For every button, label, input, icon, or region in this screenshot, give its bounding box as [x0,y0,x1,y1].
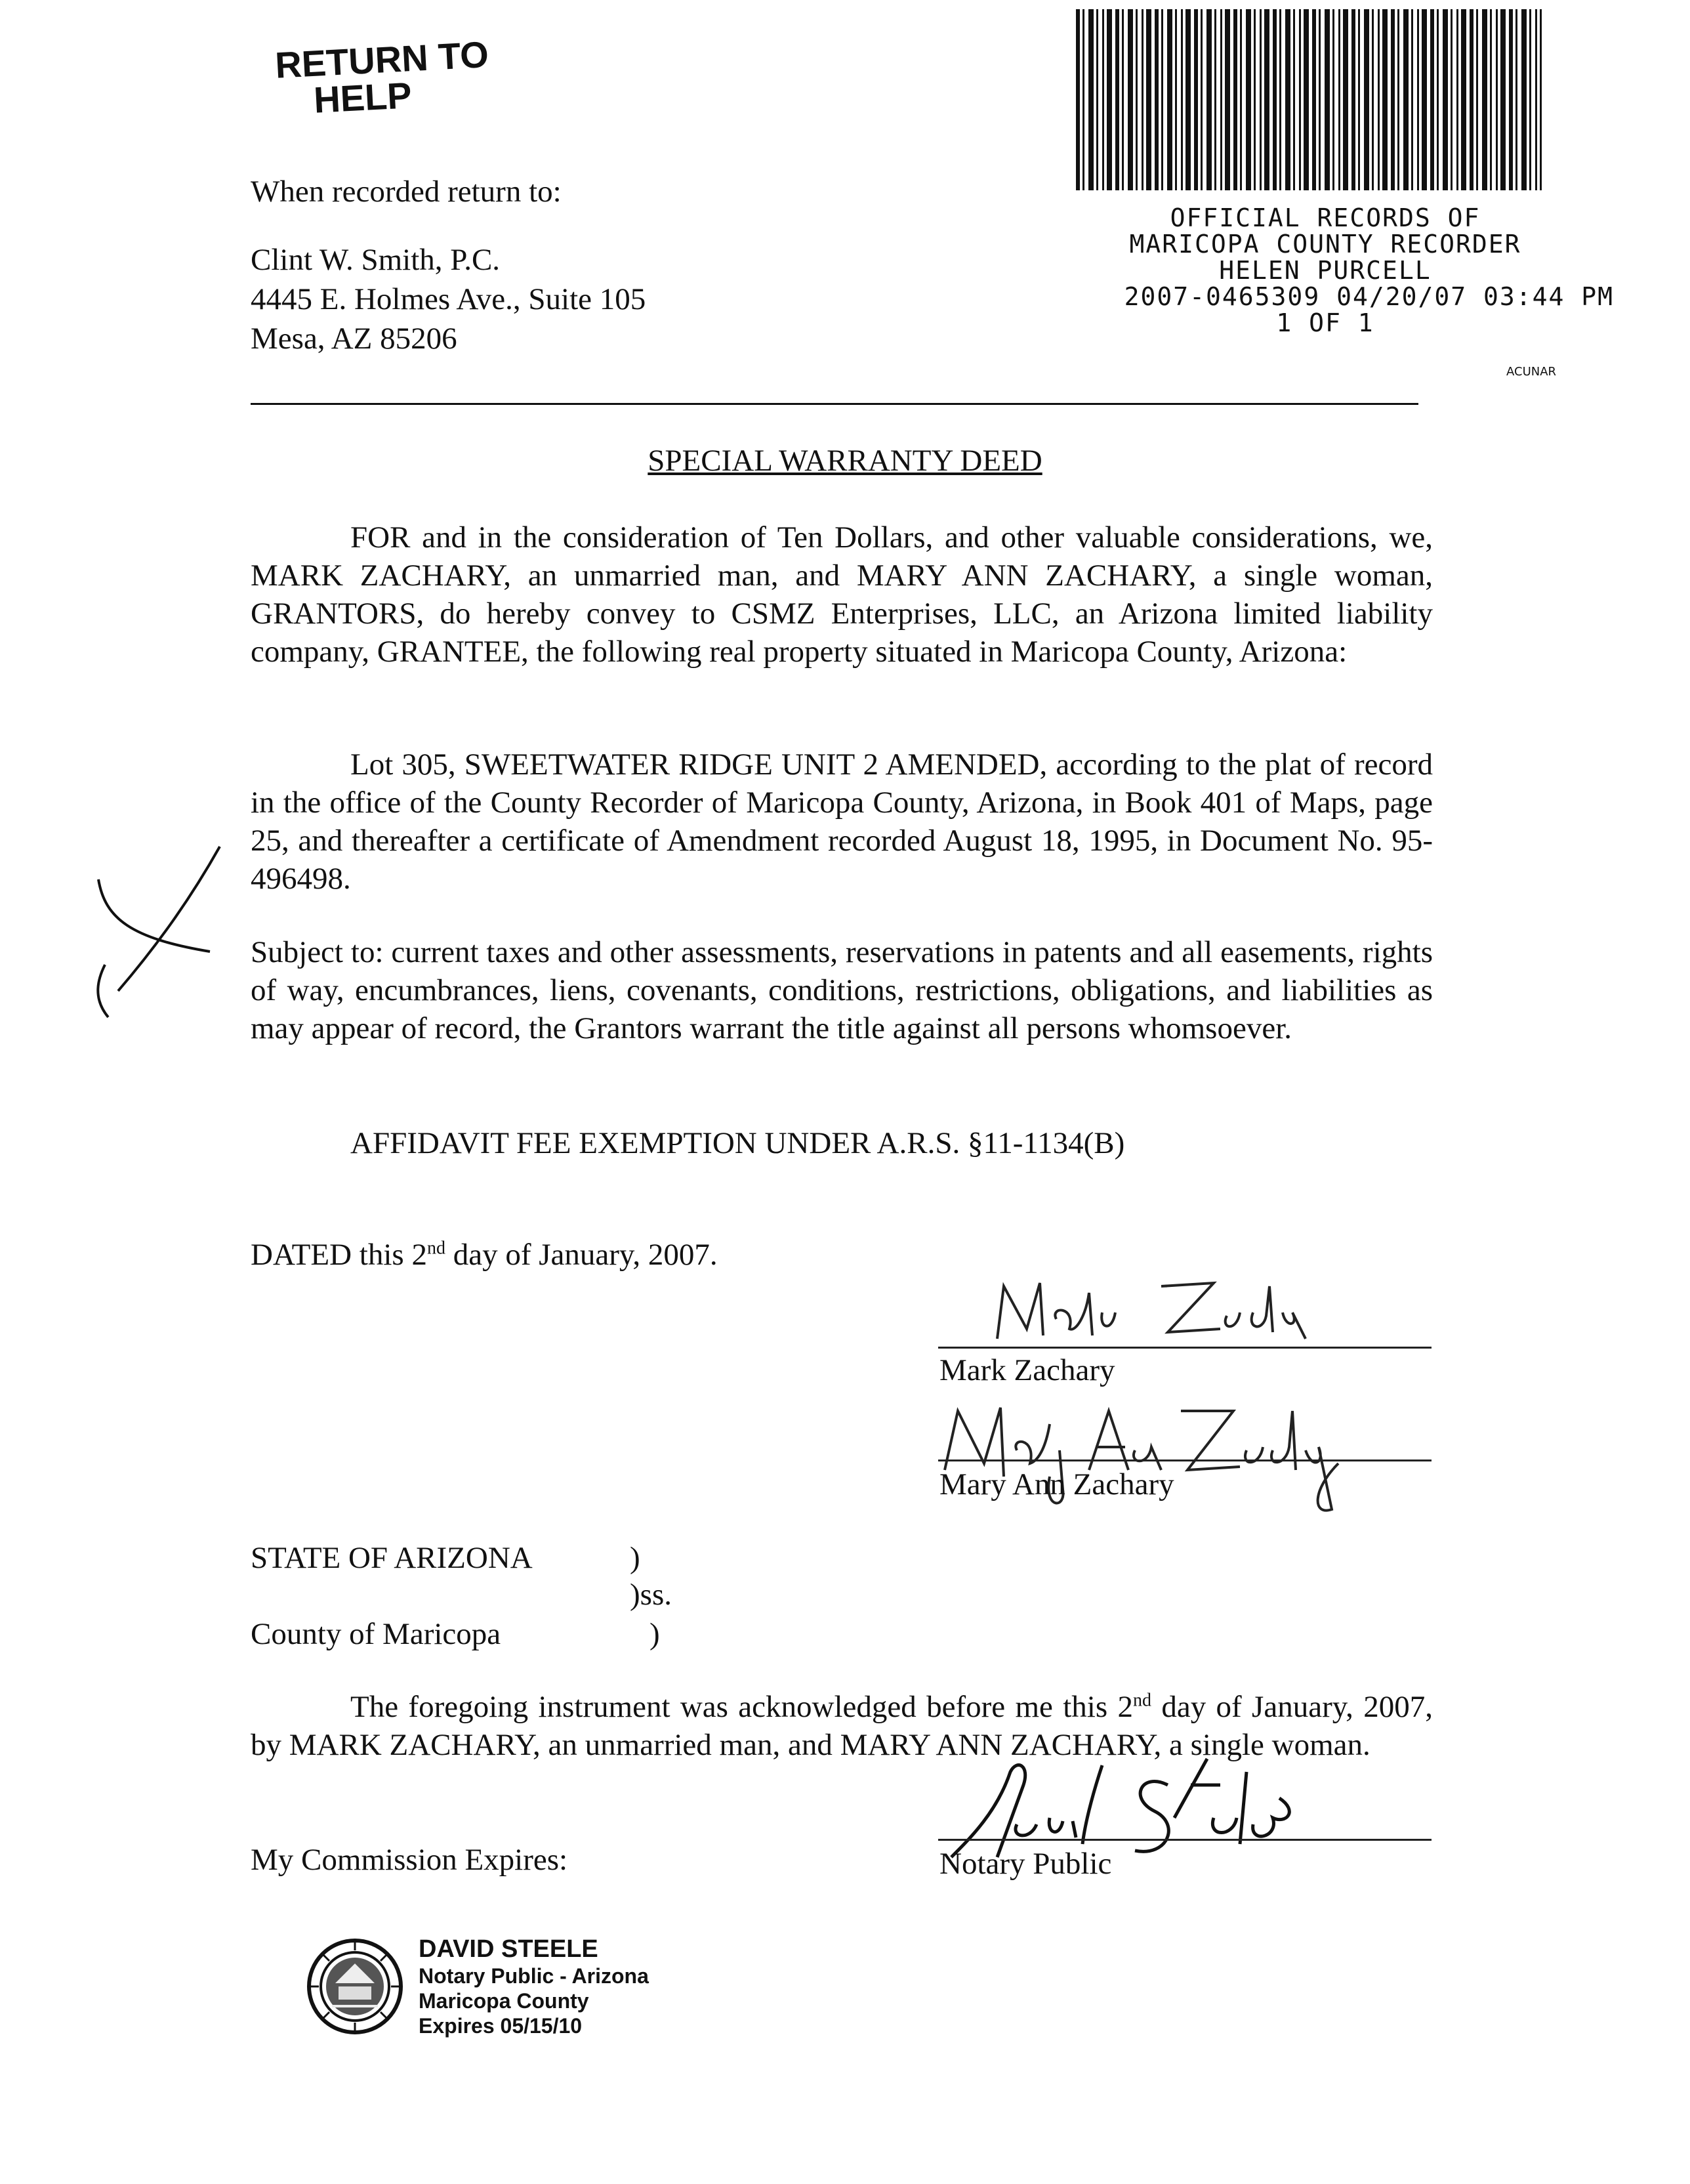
signer-2-name: Mary Ann Zachary [939,1467,1174,1502]
barcode [1076,9,1542,190]
recorder-line-2: MARICOPA COUNTY RECORDER [1129,230,1521,259]
dated-line [251,1235,718,1274]
conveyance-paragraph [251,518,1433,671]
arizona-state-seal-icon [306,1937,404,2036]
return-heading: When recorded return to: [251,175,562,209]
stamp-line-1: RETURN TO [274,33,490,86]
return-block [251,172,646,358]
recorder-clerk: ACUNAR [1506,365,1557,379]
venue-paren-1: ) [630,1541,640,1575]
seal-line-3: Maricopa County [419,1989,589,2013]
subject-to-paragraph [251,933,1433,1047]
legal-text: Lot 305, SWEETWATER RIDGE UNIT 2 AMENDED, according to the plat of record in the office of the County Recorder of Maricopa County, Arizona, in Book 401 of Maps, page 25, and thereafter a certificate of Amendment recorded August 18, 1995, in Document No. 95-496498. [251,747,1433,896]
ack-suffix: day of January, 2007, by MARK ZACHARY, an unmarried man, and MARY ANN ZACHARY, a single woman. [251,1690,1433,1762]
subject-text: Subject to: current taxes and other assessments, reservations in patents and all easements, rights of way, encumbrances, liens, covenants, conditions, restrictions, obligations, and liabilities as may appear of record, the Grantors warrant the title against all persons whomsoever. [251,935,1433,1045]
venue-ss: )ss. [630,1578,672,1612]
ack-prefix: The foregoing instrument was acknowledged before me this 2 [350,1690,1133,1724]
dated-suffix: day of January, 2007. [445,1238,718,1272]
recorder-line-4: 2007-0465309 04/20/07 03:44 PM [1124,282,1614,311]
mark-zachary-signature [978,1267,1345,1358]
ack-sup: nd [1133,1690,1151,1711]
notary-seal-text [419,1935,649,2038]
dated-sup: nd [426,1238,445,1259]
signature-line-1 [938,1347,1432,1349]
seal-name: DAVID STEELE [419,1935,598,1963]
recorder-line-1: OFFICIAL RECORDS OF [1170,203,1481,232]
stamp-line-2: HELP [312,74,413,121]
exemption-line: AFFIDAVIT FEE EXEMPTION UNDER A.R.S. §11-1134(B) [350,1126,1125,1160]
recorder-line-5: 1 OF 1 [1276,308,1374,337]
legal-description [251,746,1433,898]
recorder-block [1076,205,1614,336]
document-title: SPECIAL WARRANTY DEED [648,444,1042,478]
conveyance-text: FOR and in the consideration of Ten Dollars, and other valuable considerations, we, MARK ZACHARY, an unmarried man, and MARY ANN ZACHARY, a single woman, GRANTORS, do hereby convey to CSMZ Enterprises, LLC, an Arizona limited liability company, GRANTEE, the following real property situated in Maricopa County, Arizona: [251,520,1433,669]
return-address-1: 4445 E. Holmes Ave., Suite 105 [251,282,646,316]
venue-county: County of Maricopa [251,1617,501,1651]
commission-expires-label: My Commission Expires: [251,1843,568,1877]
venue-paren-3: ) [649,1617,660,1651]
notary-title: Notary Public [939,1847,1112,1881]
recorder-line-3: HELEN PURCELL [1219,256,1432,285]
return-address-2: Mesa, AZ 85206 [251,322,457,356]
return-name: Clint W. Smith, P.C. [251,243,501,277]
header-rule [251,403,1418,405]
dated-prefix: DATED this 2 [251,1238,427,1272]
signer-1-name: Mark Zachary [939,1353,1115,1387]
signature-line-2 [938,1460,1432,1461]
notary-signature-line [938,1839,1432,1841]
margin-check-mark [79,840,230,1030]
seal-line-2: Notary Public - Arizona [419,1964,649,1988]
return-stamp [274,33,491,121]
seal-line-4: Expires 05/15/10 [419,2014,583,2038]
venue-state: STATE OF ARIZONA [251,1541,533,1575]
